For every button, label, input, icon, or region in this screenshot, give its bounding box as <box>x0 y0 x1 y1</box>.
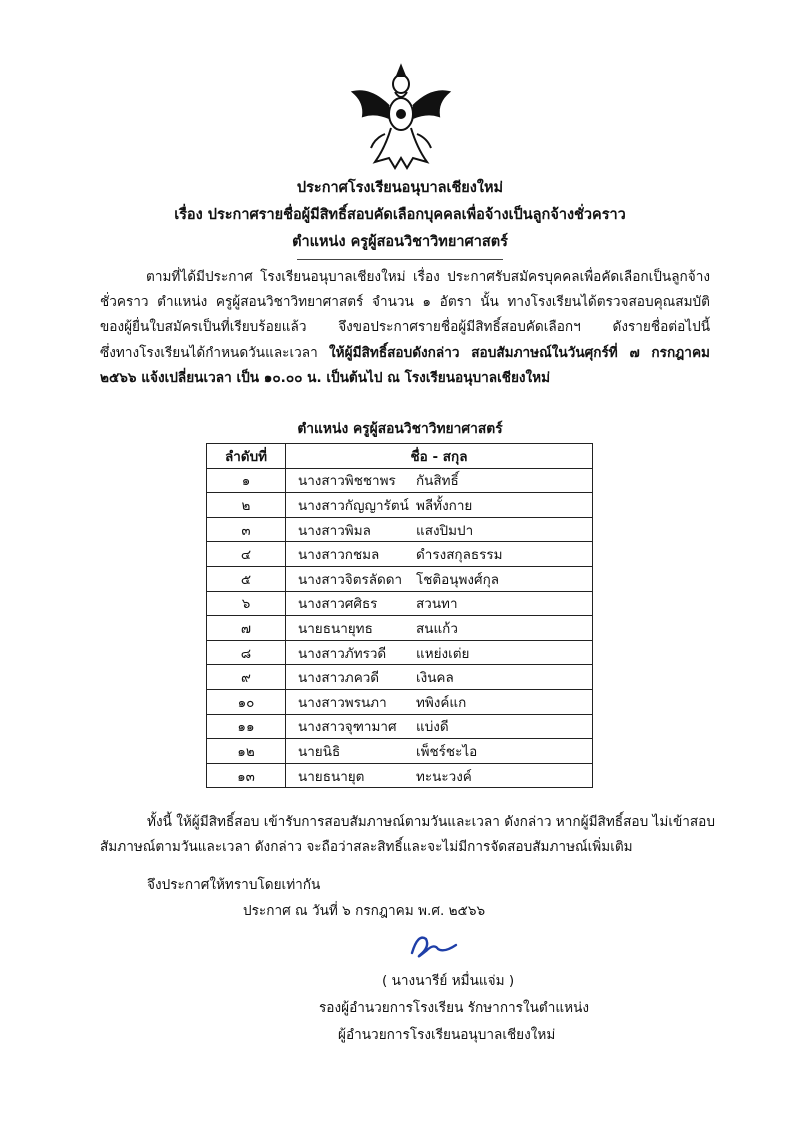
table-row <box>207 689 593 714</box>
row-last-name: ทพิงค์แก <box>416 694 467 711</box>
row-name <box>286 616 593 641</box>
row-first-name: นางสาวพิมล <box>298 522 371 539</box>
intro-paragraph <box>100 265 710 391</box>
table-row <box>207 493 593 518</box>
row-name <box>286 689 593 714</box>
col-header-name: ชื่อ - สกุล <box>286 444 593 469</box>
row-first-name: นางสาวกชมล <box>298 547 380 564</box>
closing-line-1: ทั้งนี้ ให้ผู้มีสิทธิ์สอบ เข้ารับการสอบสัมภาษณ์ตามวันและเวลา ดังกล่าว หากผู้มีสิทธิ์สอบ ไม่เข้าสอบ <box>147 814 715 830</box>
row-last-name: สวนทา <box>416 596 458 613</box>
row-first-name: นางสาวกัญญารัตน์ <box>298 497 409 514</box>
row-first-name: นางสาวภควดี <box>298 670 380 687</box>
row-number: ๑๓ <box>207 763 286 788</box>
row-last-name: สนแก้ว <box>416 620 458 637</box>
candidate-table <box>206 443 593 788</box>
garuda-emblem-icon <box>345 62 457 174</box>
row-last-name: แหย่งเต่ย <box>416 645 470 662</box>
table-row <box>207 591 593 616</box>
row-last-name: เงินคล <box>416 670 454 687</box>
row-last-name: ดำรงสกุลธรรม <box>416 547 503 564</box>
row-last-name: ทะนะวงค์ <box>416 768 472 785</box>
row-first-name: นางสาวพิชชาพร <box>298 473 396 490</box>
row-name <box>286 714 593 739</box>
intro-line-4-bold: ให้ผู้มีสิทธิ์สอบดังกล่าว สอบสัมภาษณ์ในวันศุกร์ที่ ๗ กรกฎาคม <box>329 344 710 361</box>
closing-line-2: สัมภาษณ์ตามวันและเวลา ดังกล่าว จะถือว่าสละสิทธิ์และจะไม่มีการจัดสอบสัมภาษณ์เพิ่มเติม <box>100 839 633 855</box>
row-name <box>286 566 593 591</box>
row-name <box>286 763 593 788</box>
announce-line: จึงประกาศให้ทราบโดยเท่ากัน <box>147 877 321 893</box>
intro-line-2: ชั่วคราว ตำแหน่ง ครูผู้สอนวิชาวิทยาศาสตร์ จำนวน ๑ อัตรา นั้น ทางโรงเรียนได้ตรวจสอบคุณสมบัติ <box>100 294 710 311</box>
table-row <box>207 542 593 567</box>
table-row <box>207 616 593 641</box>
row-first-name: นางสาวภัทรวดี <box>298 645 387 662</box>
intro-line-5: ๒๕๖๖ แจ้งเปลี่ยนเวลา เป็น ๑๐.๐๐ น. เป็นต้นไป ณ โรงเรียนอนุบาลเชียงใหม่ <box>100 369 551 386</box>
intro-line-4 <box>100 341 710 366</box>
table-header-row <box>207 444 593 469</box>
row-name <box>286 517 593 542</box>
row-first-name: นายนิธิ <box>298 743 341 760</box>
col-header-no: ลำดับที่ <box>207 444 286 469</box>
signatory-title-1: รองผู้อำนวยการโรงเรียน รักษาการในตำแหน่ง <box>319 1000 590 1016</box>
row-name <box>286 665 593 690</box>
row-number: ๕ <box>207 566 286 591</box>
row-number: ๓ <box>207 517 286 542</box>
subject-title: เรื่อง ประกาศรายชื่อผู้มีสิทธิ์สอบคัดเลือกบุคคลเพื่อจ้างเป็นลูกจ้างชั่วคราว <box>174 207 626 223</box>
row-number: ๒ <box>207 493 286 518</box>
table-caption: ตำแหน่ง ครูผู้สอนวิชาวิทยาศาสตร์ <box>297 421 503 437</box>
row-last-name: โชติอนุพงศ์กุล <box>416 571 500 588</box>
intro-line-1: ตามที่ได้มีประกาศ โรงเรียนอนุบาลเชียงใหม่ เรื่อง ประกาศรับสมัครบุคคลเพื่อคัดเลือกเป็นลูกจ้าง <box>146 269 710 285</box>
row-number: ๖ <box>207 591 286 616</box>
table-row <box>207 566 593 591</box>
position-title: ตำแหน่ง ครูผู้สอนวิชาวิทยาศาสตร์ <box>292 234 508 250</box>
row-number: ๘ <box>207 640 286 665</box>
row-last-name: เพ็ชร์ชะไอ <box>416 743 478 760</box>
table-row <box>207 640 593 665</box>
row-number: ๔ <box>207 542 286 567</box>
table-row <box>207 739 593 764</box>
row-name <box>286 739 593 764</box>
intro-line-4-normal: ซึ่งทางโรงเรียนได้กำหนดวันและเวลา <box>100 344 330 361</box>
signatory-name: ( นางนารีย์ หมื่นแจ่ม ) <box>382 973 515 989</box>
row-number: ๑ <box>207 468 286 493</box>
table-row <box>207 714 593 739</box>
row-last-name: แบ่งดี <box>416 719 449 736</box>
row-name <box>286 493 593 518</box>
row-first-name: นายธนายุต <box>298 768 365 785</box>
row-name <box>286 640 593 665</box>
row-number: ๑๑ <box>207 714 286 739</box>
row-first-name: นางสาวพรนภา <box>298 694 387 711</box>
table-row <box>207 763 593 788</box>
table-row <box>207 468 593 493</box>
org-title: ประกาศโรงเรียนอนุบาลเชียงใหม่ <box>296 180 504 196</box>
divider <box>297 259 503 260</box>
table-row <box>207 517 593 542</box>
row-name <box>286 542 593 567</box>
row-first-name: นางสาวจุฑามาศ <box>298 719 397 736</box>
table-row <box>207 665 593 690</box>
row-number: ๗ <box>207 616 286 641</box>
row-first-name: นางสาวศศิธร <box>298 596 378 613</box>
row-first-name: นางสาวจิตรลัดดา <box>298 571 403 588</box>
signatory-title-2: ผู้อำนวยการโรงเรียนอนุบาลเชียงใหม่ <box>338 1027 556 1043</box>
row-number: ๙ <box>207 665 286 690</box>
row-last-name: พลีทั้งกาย <box>416 497 473 514</box>
row-name <box>286 591 593 616</box>
intro-line-3: ของผู้ยื่นใบสมัครเป็นที่เรียบร้อยแล้ว จึงขอประกาศรายชื่อผู้มีสิทธิ์สอบคัดเลือกฯ ดังรายชื่อต่อไปนี้ <box>100 319 710 336</box>
row-last-name: แสงปิมปา <box>416 522 474 539</box>
row-number: ๑๐ <box>207 689 286 714</box>
date-line: ประกาศ ณ วันที่ ๖ กรกฎาคม พ.ศ. ๒๕๖๖ <box>243 903 486 919</box>
signature-icon <box>404 925 464 965</box>
row-number: ๑๒ <box>207 739 286 764</box>
row-first-name: นายธนายุทธ <box>298 620 373 637</box>
row-last-name: กันสิทธิ์ <box>416 473 459 490</box>
row-name <box>286 468 593 493</box>
